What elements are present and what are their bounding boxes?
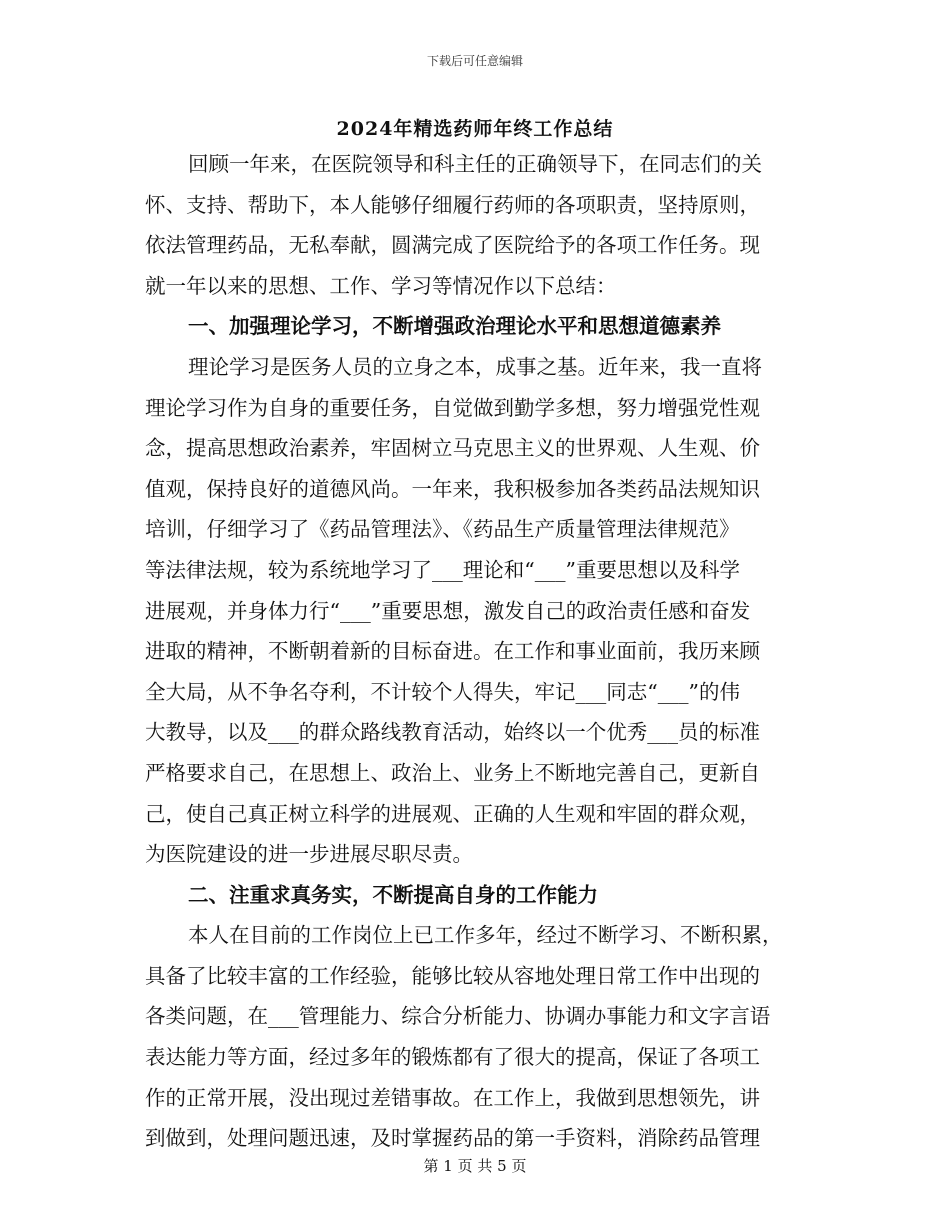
page-header: 下载后可任意编辑 [426,54,523,68]
text-line: 表达能力等方面，经过多年的锻炼都有了很大的提高，保证了各项工 [145,1045,760,1070]
text-line: 各类问题，在___管理能力、综合分析能力、协调办事能力和文字言语 [145,1004,771,1029]
text-line: 全大局，从不争名夺利，不计较个人得失，牢记___同志“___”的伟 [145,679,740,704]
text-line: 依法管理药品，无私奉献，圆满完成了医院给予的各项工作任务。现 [145,233,760,258]
section-heading: 一、加强理论学习，不断增强政治理论水平和思想道德素养 [188,314,721,339]
text-line: 作的正常开展，没出现过差错事故。在工作上，我做到思想领先，讲 [145,1085,760,1110]
section-heading: 二、注重求真务实，不断提高自身的工作能力 [188,882,598,907]
text-line: 己，使自己真正树立科学的进展观、正确的人生观和牢固的群众观， [145,801,760,826]
text-line: 进展观，并身体力行“___”重要思想，激发自己的政治责任感和奋发 [145,598,751,623]
text-line: 到做到，处理问题迅速，及时掌握药品的第一手资料，消除药品管理 [145,1126,760,1151]
text-line: 培训，仔细学习了《药品管理法》、《药品生产质量管理法律规范》 [145,517,740,542]
text-line: 进取的精神，不断朝着新的目标奋进。在工作和事业面前，我历来顾 [145,639,760,664]
text-line: 本人在目前的工作岗位上已工作多年，经过不断学习、不断积累， [188,923,783,948]
text-line: 理论学习作为自身的重要任务，自觉做到勤学多想，努力增强党性观 [145,395,760,420]
text-line: 等法律法规，较为系统地学习了___理论和“___”重要思想以及科学 [145,557,740,582]
document-body [145,144,805,1159]
text-line: 怀、支持、帮助下，本人能够仔细履行药师的各项职责，坚持原则， [145,192,760,217]
document-title: 2024年精选药师年终工作总结 [336,118,614,140]
text-line: 念，提高思想政治素养，牢固树立马克思主义的世界观、人生观、价 [145,436,760,461]
text-line: 理论学习是医务人员的立身之本，成事之基。近年来，我一直将 [188,354,762,379]
text-line: 回顾一年来，在医院领导和科主任的正确领导下，在同志们的关 [188,152,762,176]
text-line: 严格要求自己，在思想上、政治上、业务上不断地完善自己，更新自 [145,760,760,785]
text-line: 具备了比较丰富的工作经验，能够比较从容地处理日常工作中出现的 [145,963,760,988]
text-line: 为医院建设的进一步进展尽职尽责。 [145,842,473,867]
text-line: 值观，保持良好的道德风尚。一年来，我积极参加各类药品法规知识 [145,476,760,501]
text-line: 就一年以来的思想、工作、学习等情况作以下总结： [145,273,617,298]
text-line: 大教导，以及___的群众路线教育活动，始终以一个优秀___员的标准 [145,720,760,745]
page-footer: 第 1 页 共 5 页 [423,1157,527,1175]
